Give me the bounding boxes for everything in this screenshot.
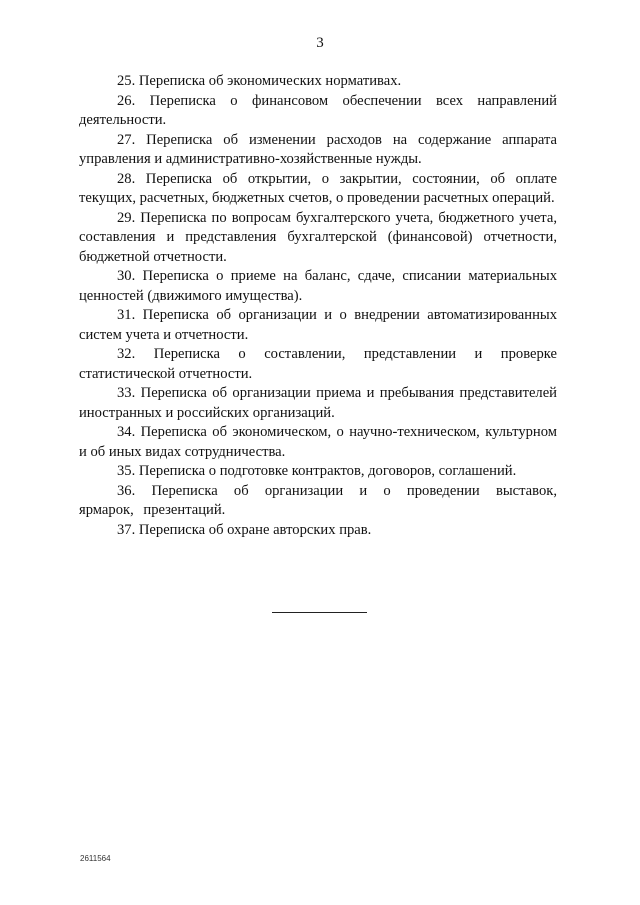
paragraph-30: 30. Переписка о приеме на баланс, сдаче, списании материальных ценностей (движимого имущества). [79,268,557,304]
paragraph-36: 36. Переписка об организации и о проведении выставок, ярмарок, презентаций. [79,482,557,518]
document-body [79,72,557,540]
page-number: 3 [316,35,324,51]
end-divider [272,612,367,613]
paragraph-29: 29. Переписка по вопросам бухгалтерского учета, бюджетного учета, составления и представления бухгалтерской (финансовой) отчетности, бюджетной отчетности. [79,209,557,265]
paragraph-35: 35. Переписка о подготовке контрактов, договоров, соглашений. [117,463,517,479]
paragraph-28: 28. Переписка об открытии, о закрытии, состоянии, об оплате текущих, расчетных, бюджетных счетов, о проведении расчетных операций. [79,170,557,206]
paragraph-34: 34. Переписка об экономическом, о научно-техническом, культурном и об иных видах сотрудничества. [79,424,557,460]
paragraph-26: 26. Переписка о финансовом обеспечении всех направлений деятельности. [79,92,557,128]
paragraph-32: 32. Переписка о составлении, представлении и проверке статистической отчетности. [79,346,557,382]
paragraph-25: 25. Переписка об экономических нормативах. [117,73,402,89]
paragraph-37: 37. Переписка об охране авторских прав. [117,521,372,538]
paragraph-31: 31. Переписка об организации и о внедрении автоматизированных систем учета и отчетности. [79,307,557,343]
document-code: 2611564 [80,854,111,863]
paragraph-33: 33. Переписка об организации приема и пребывания представителей иностранных и российских организаций. [79,385,557,421]
paragraph-27: 27. Переписка об изменении расходов на содержание аппарата управления и административно-хозяйственные нужды. [79,131,557,167]
